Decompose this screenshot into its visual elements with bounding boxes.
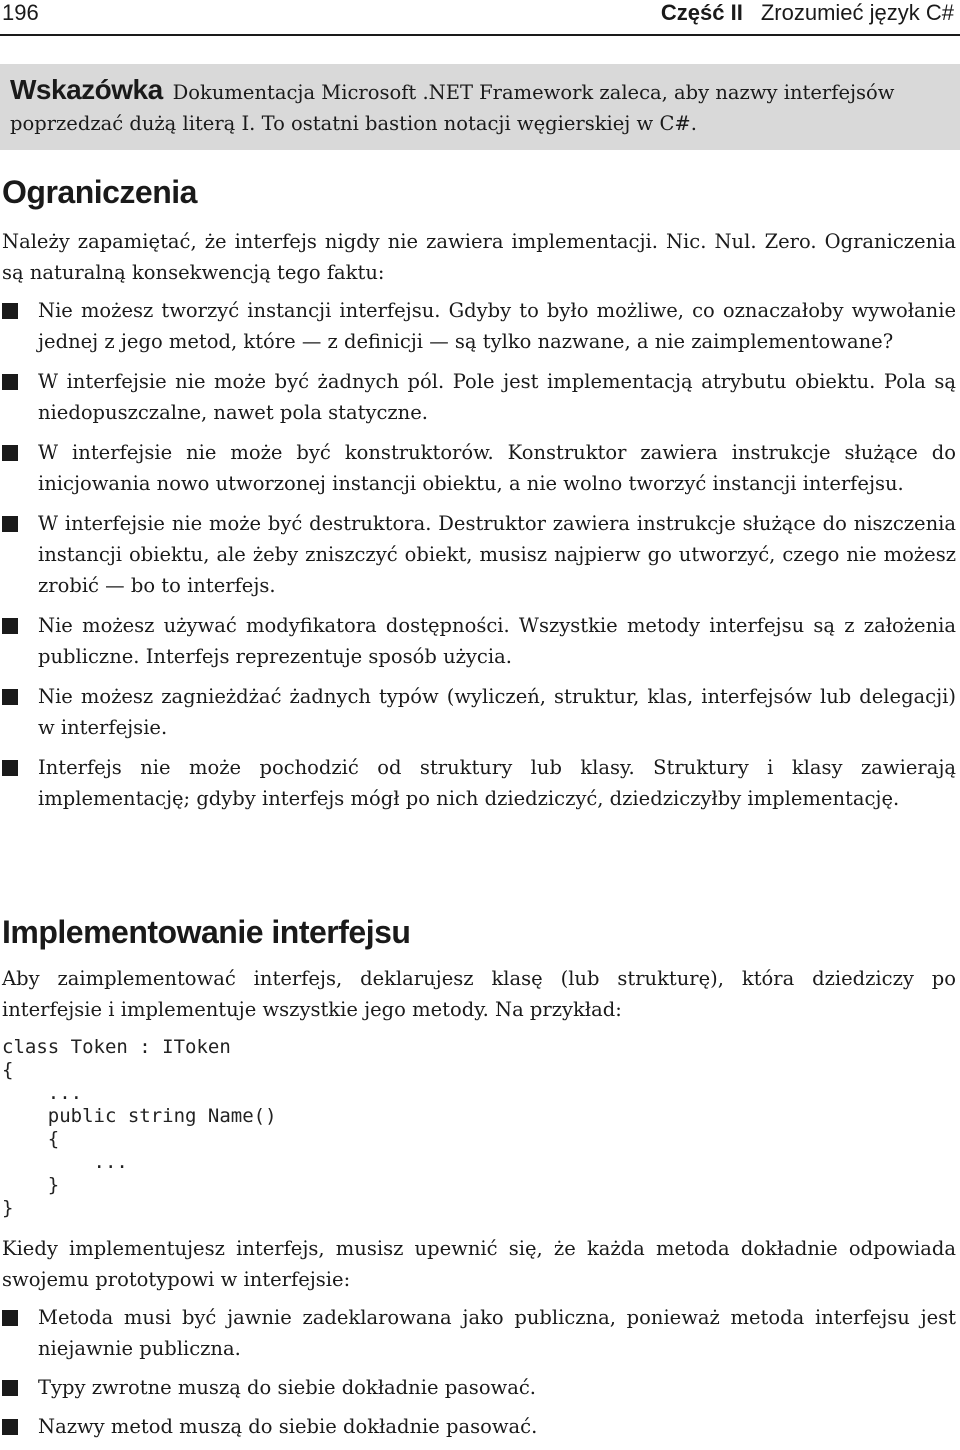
section-heading-limitations: Ograniczenia xyxy=(2,174,197,210)
running-title xyxy=(661,0,954,26)
chapter-title: Zrozumieć język C# xyxy=(760,0,954,25)
list-item: Nazwy metod muszą do siebie dokładnie pasować. xyxy=(0,1411,956,1442)
tip xyxy=(10,74,954,139)
code-line: } xyxy=(2,1174,60,1196)
square-bullet-icon xyxy=(2,689,18,705)
code-line: } xyxy=(2,1197,14,1219)
list-item: Metoda musi być jawnie zadeklarowana jako publiczna, ponieważ metoda interfejsu jest niejawnie publiczna. xyxy=(0,1302,956,1364)
square-bullet-icon xyxy=(2,516,18,532)
running-header xyxy=(0,0,960,34)
code-block xyxy=(2,1036,277,1220)
section2-intro: Aby zaimplementować interfejs, deklarujesz klasę (lub strukturę), która dziedziczy po interfejsie i implementuje wszystkie jego metody. Na przykład: xyxy=(2,967,956,1021)
square-bullet-icon xyxy=(2,1380,18,1396)
square-bullet-icon xyxy=(2,1419,18,1435)
code-line: public string Name() xyxy=(2,1105,277,1127)
tip-text: Dokumentacja Microsoft .NET Framework zaleca, aby nazwy interfejsów poprzedzać dużą literą I. To ostatni bastion notacji węgierskiej w C#. xyxy=(10,81,895,135)
list-item: Nie możesz tworzyć instancji interfejsu. Gdyby to było możliwe, co oznaczałoby wywołanie jednej z jego metod, które — z definicji — są tylko nazwane, a nie zaimplementowane? xyxy=(0,295,956,357)
list-item: Nie możesz używać modyfikatora dostępności. Wszystkie metody interfejsu są z założenia publiczne. Interfejs reprezentuje sposób użycia. xyxy=(0,610,956,672)
after-code-paragraph: Kiedy implementujesz interfejs, musisz upewnić się, że każda metoda dokładnie odpowiada swojemu prototypowi w interfejsie: xyxy=(2,1237,956,1291)
header-rule xyxy=(0,34,960,36)
square-bullet-icon xyxy=(2,303,18,319)
code-line: class Token : IToken xyxy=(2,1036,231,1058)
list-item: Nie możesz zagnieżdżać żadnych typów (wyliczeń, struktur, klas, interfejsów lub delegacji) w interfejsie. xyxy=(0,681,956,743)
requirements-list xyxy=(0,1302,956,1450)
square-bullet-icon xyxy=(2,445,18,461)
code-line: ... xyxy=(2,1151,128,1173)
list-item: Interfejs nie może pochodzić od struktury lub klasy. Struktury i klasy zawierają implementację; gdyby interfejs mógł po nich dziedziczyć, dziedziczyłby implementację. xyxy=(0,752,956,814)
code-line: ... xyxy=(2,1082,83,1104)
tip-label: Wskazówka xyxy=(10,74,163,105)
section1-intro: Należy zapamiętać, że interfejs nigdy nie zawiera implementacji. Nic. Nul. Zero. Ograniczenia są naturalną konsekwencją tego faktu: xyxy=(2,230,956,284)
code-line: { xyxy=(2,1059,14,1081)
section-heading-implementing: Implementowanie interfejsu xyxy=(2,914,411,950)
square-bullet-icon xyxy=(2,618,18,634)
page-number: 196 xyxy=(2,0,39,25)
square-bullet-icon xyxy=(2,374,18,390)
square-bullet-icon xyxy=(2,1310,18,1326)
list-item: Typy zwrotne muszą do siebie dokładnie pasować. xyxy=(0,1372,956,1403)
square-bullet-icon xyxy=(2,760,18,776)
list-item: W interfejsie nie może być destruktora. Destruktor zawiera instrukcje służące do niszczenia instancji obiektu, ale żeby zniszczyć obiekt, musisz najpierw go utworzyć, czego nie możesz zrobić — bo to interfejs. xyxy=(0,508,956,601)
list-item: W interfejsie nie może być konstruktorów. Konstruktor zawiera instrukcje służące do inicjowania nowo utworzonej instancji obiektu, a nie wolno tworzyć instancji interfejsu. xyxy=(0,437,956,499)
limitations-list xyxy=(0,295,956,823)
code-line: { xyxy=(2,1128,60,1150)
list-item: W interfejsie nie może być żadnych pól. Pole jest implementacją atrybutu obiektu. Pola są niedopuszczalne, nawet pola statyczne. xyxy=(0,366,956,428)
part-title: Część II xyxy=(660,0,743,25)
